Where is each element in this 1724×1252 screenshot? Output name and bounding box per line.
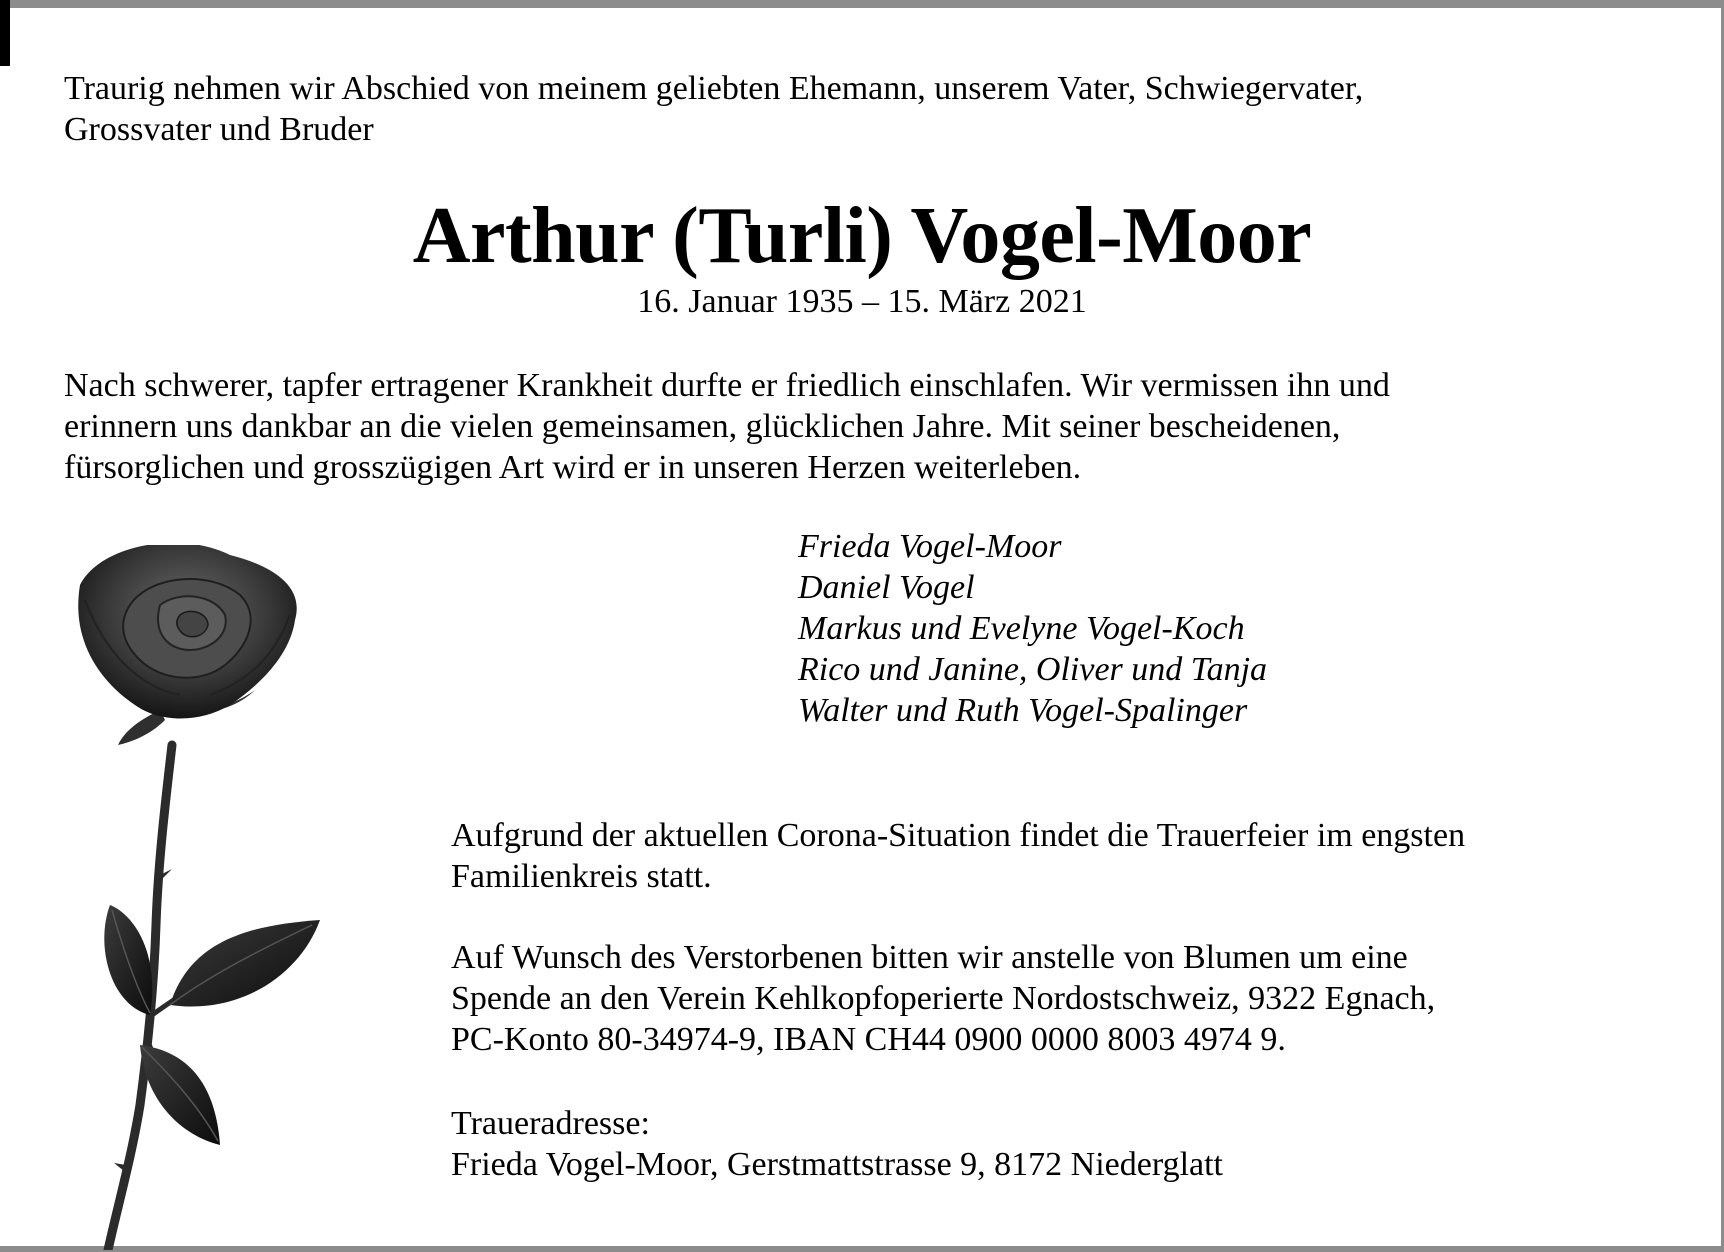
page-border-top: [0, 0, 1724, 8]
family-member: Daniel Vogel: [798, 569, 975, 606]
family-member: Walter und Ruth Vogel-Spalinger: [798, 692, 1248, 729]
family-member: Rico und Janine, Oliver und Tanja: [798, 651, 1268, 688]
memorial-message: Nach schwerer, tapfer ertragener Krankheit durfte er friedlich einschlafen. Wir vermissen ihn und erinnern uns dankbar an die vielen gemeinsamen, glücklichen Jahre. Mit seiner bescheidenen, fürsorglichen und grosszügigen Art wird er in unseren Herzen weiterleben.: [64, 367, 1390, 486]
family-member: Markus und Evelyne Vogel-Koch: [798, 610, 1245, 647]
deceased-name: Arthur (Turli) Vogel-Moor: [412, 192, 1312, 280]
life-dates: 16. Januar 1935 – 15. März 2021: [637, 283, 1087, 320]
family-member: Frieda Vogel-Moor: [798, 528, 1062, 565]
rose-icon: [40, 545, 340, 1250]
family-list: [798, 526, 1498, 731]
funeral-notice: Aufgrund der aktuellen Corona-Situation findet die Trauerfeier im engsten Familienkreis statt.: [451, 817, 1466, 895]
intro-text: Traurig nehmen wir Abschied von meinem geliebten Ehemann, unserem Vater, Schwiegervater, Grossvater und Bruder: [64, 70, 1364, 148]
page-border-mark: [0, 0, 10, 66]
donation-notice: Auf Wunsch des Verstorbenen bitten wir anstelle von Blumen um eine Spende an den Verein Kehlkopfoperierte Nordostschweiz, 9322 Egnach, PC-Konto 80-34974-9, IBAN CH44 0900 0000 8003 4974 9.: [451, 939, 1436, 1058]
mourning-address: Traueradresse: Frieda Vogel-Moor, Gerstmattstrasse 9, 8172 Niederglatt: [451, 1105, 1224, 1183]
